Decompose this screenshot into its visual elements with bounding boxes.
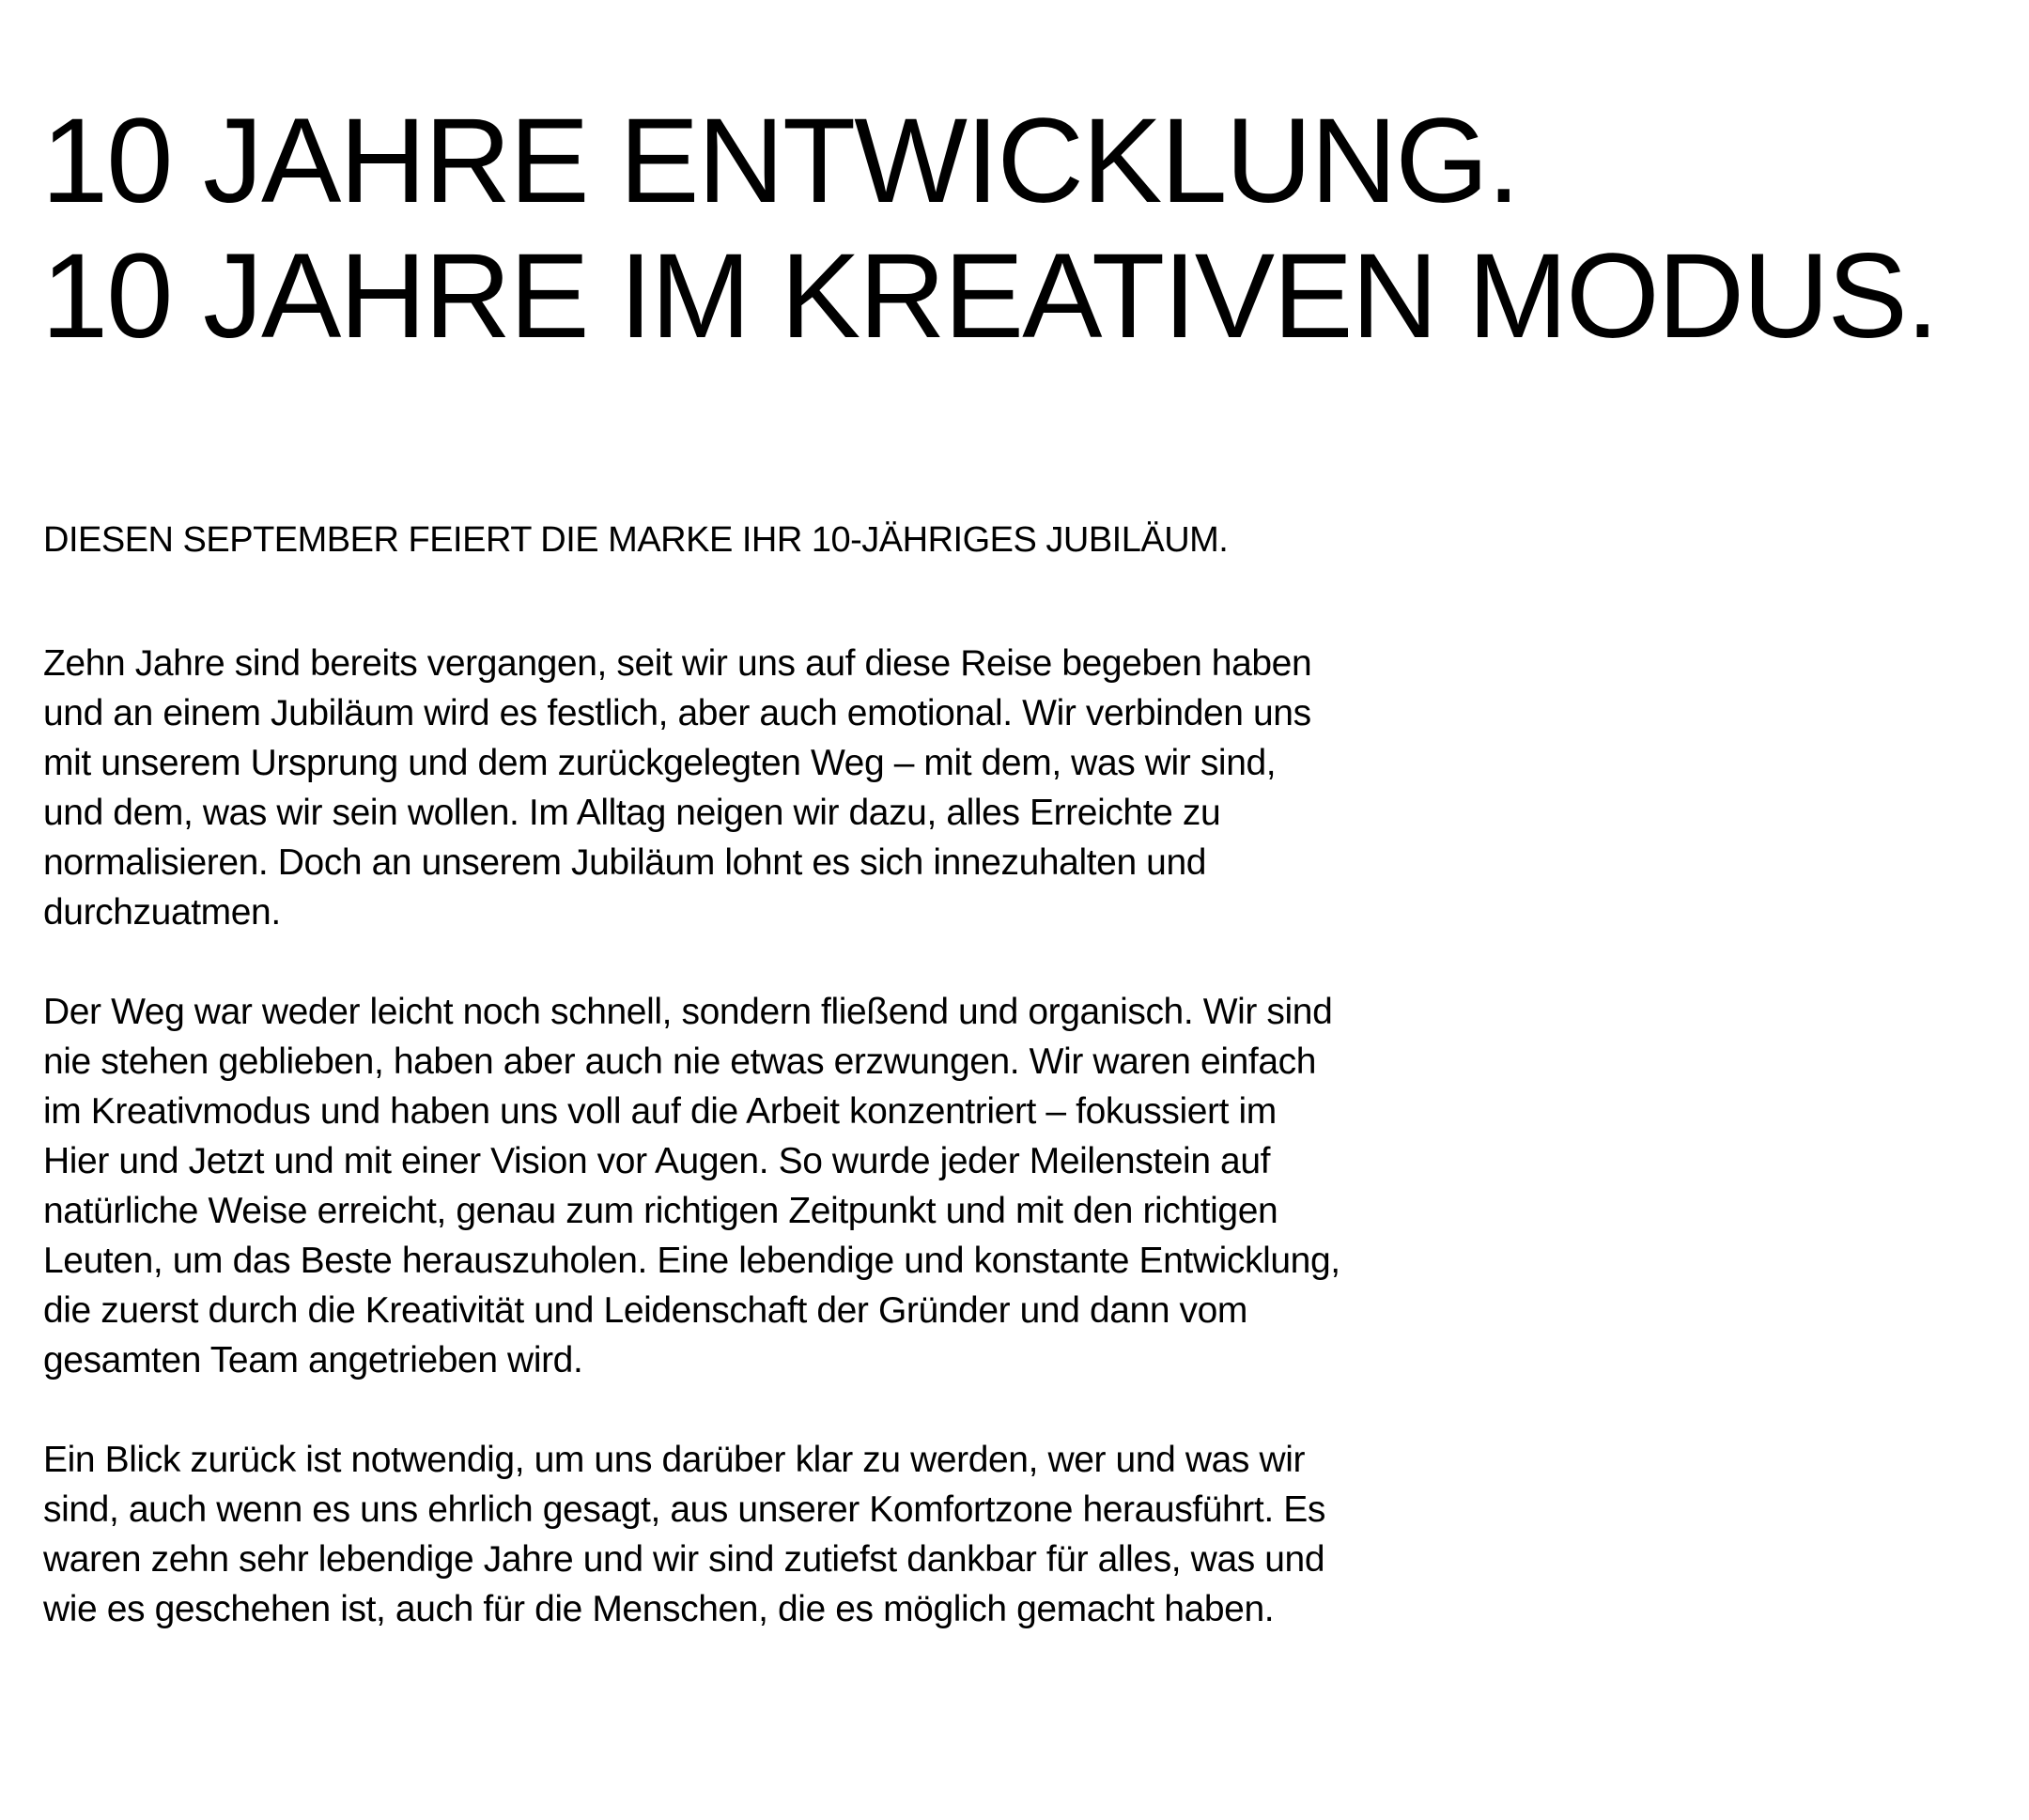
paragraph-line: natürliche Weise erreicht, genau zum richtigen Zeitpunkt und mit den richtigen <box>43 1191 1278 1231</box>
paragraph-line: sind, auch wenn es uns ehrlich gesagt, aus unserer Komfortzone herausführt. Es <box>43 1489 1325 1530</box>
paragraph-line: gesamten Team angetrieben wird. <box>43 1340 583 1380</box>
paragraph-line: nie stehen geblieben, haben aber auch nie etwas erzwungen. Wir waren einfach <box>43 1041 1316 1082</box>
paragraph-line: Ein Blick zurück ist notwendig, um uns darüber klar zu werden, wer und was wir <box>43 1440 1306 1480</box>
paragraph-line: die zuerst durch die Kreativität und Leidenschaft der Gründer und dann vom <box>43 1290 1248 1331</box>
paragraph-line: Der Weg war weder leicht noch schnell, sondern fließend und organisch. Wir sind <box>43 992 1333 1032</box>
paragraph-line: wie es geschehen ist, auch für die Menschen, die es möglich gemacht haben. <box>43 1589 1275 1629</box>
paragraph-line: waren zehn sehr lebendige Jahre und wir sind zutiefst dankbar für alles, was und <box>43 1539 1325 1580</box>
page-title-line-1: 10 JAHRE ENTWICKLUNG. <box>41 94 1519 228</box>
paragraph-3 <box>43 1435 1584 1634</box>
paragraph-line: und dem, was wir sein wollen. Im Alltag neigen wir dazu, alles Erreichte zu <box>43 793 1221 833</box>
paragraph-2 <box>43 987 1584 1385</box>
paragraph-line: Hier und Jetzt und mit einer Vision vor Augen. So wurde jeder Meilenstein auf <box>43 1141 1271 1181</box>
paragraph-line: und an einem Jubiläum wird es festlich, aber auch emotional. Wir verbinden uns <box>43 693 1311 733</box>
paragraph-line: mit unserem Ursprung und dem zurückgelegten Weg – mit dem, was wir sind, <box>43 743 1277 783</box>
page-title <box>41 94 1937 364</box>
paragraph-line: Zehn Jahre sind bereits vergangen, seit wir uns auf diese Reise begeben haben <box>43 643 1312 684</box>
page-title-line-2: 10 JAHRE IM KREATIVEN MODUS. <box>41 229 1938 363</box>
body-text <box>43 639 1584 1684</box>
paragraph-1 <box>43 639 1584 937</box>
paragraph-line: durchzuatmen. <box>43 892 281 933</box>
subheading: DIESEN SEPTEMBER FEIERT DIE MARKE IHR 10-JÄHRIGES JUBILÄUM. <box>43 520 1229 560</box>
paragraph-line: Leuten, um das Beste herauszuholen. Eine lebendige und konstante Entwicklung, <box>43 1241 1340 1281</box>
paragraph-line: normalisieren. Doch an unserem Jubiläum lohnt es sich innezuhalten und <box>43 842 1207 883</box>
paragraph-line: im Kreativmodus und haben uns voll auf die Arbeit konzentriert – fokussiert im <box>43 1091 1277 1132</box>
